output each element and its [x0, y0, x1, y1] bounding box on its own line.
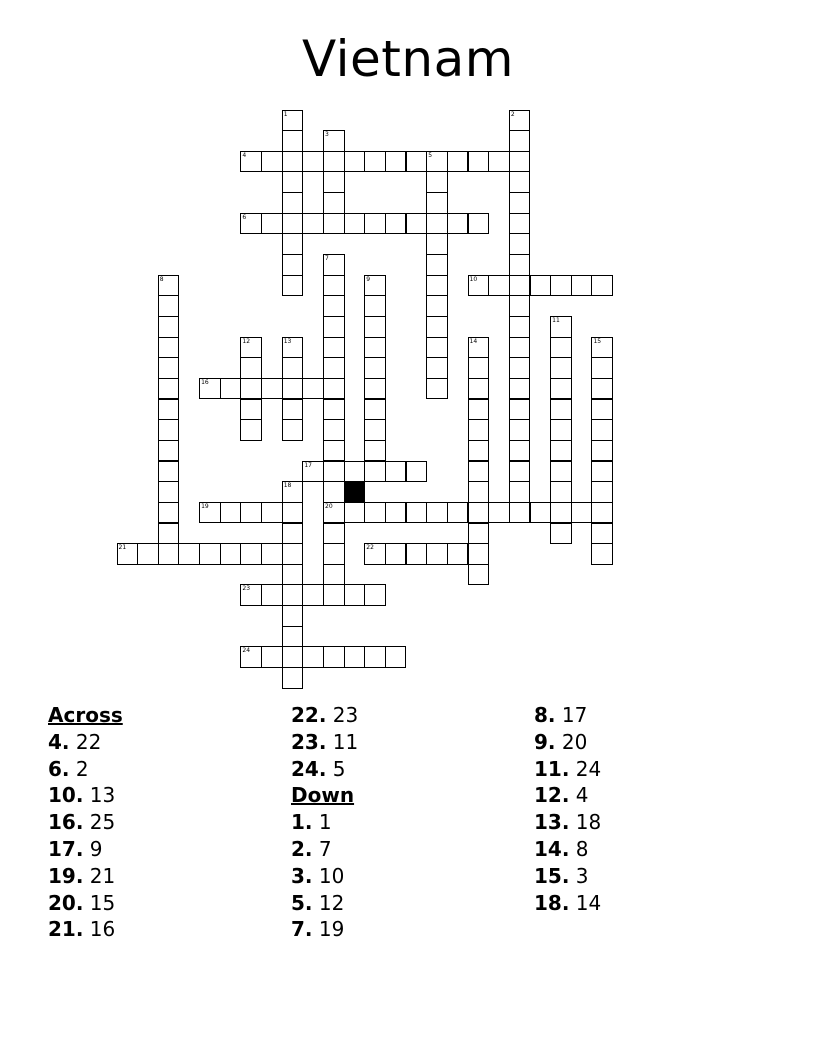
grid-cell[interactable] [323, 254, 345, 276]
grid-cell[interactable] [509, 130, 531, 152]
cell-number: 11 [552, 317, 560, 324]
clue-down-14: 14. 8 [534, 836, 589, 861]
grid-cell[interactable] [364, 399, 386, 421]
clue-column-2 [291, 702, 521, 943]
grid-cell[interactable] [426, 378, 448, 400]
cell-number: 8 [159, 275, 164, 283]
cell-number: 24 [242, 647, 251, 655]
grid-cell[interactable] [550, 523, 572, 545]
grid-cell[interactable] [385, 502, 407, 524]
grid-cell[interactable] [468, 543, 490, 565]
grid-cell[interactable] [199, 543, 221, 565]
grid-cell[interactable] [550, 378, 572, 400]
clue-across-19: 19. 21 [48, 863, 116, 888]
grid-cell[interactable] [509, 192, 531, 214]
grid-cell[interactable] [158, 275, 180, 297]
cell-number: 17 [304, 461, 312, 469]
grid-cell[interactable] [344, 502, 366, 524]
grid-cell[interactable] [240, 337, 262, 359]
grid-cell[interactable] [426, 254, 448, 276]
grid-cell[interactable] [323, 646, 345, 668]
cell-number: 15 [593, 337, 602, 345]
cell-number: 4 [242, 151, 247, 159]
grid-cell[interactable] [302, 646, 324, 668]
grid-cell[interactable] [323, 502, 345, 524]
grid-cell[interactable] [282, 357, 304, 379]
clue-across-21: 21. 16 [48, 917, 116, 942]
grid-cell[interactable] [509, 461, 531, 483]
grid-cell[interactable] [158, 543, 180, 565]
grid-cell[interactable] [282, 254, 304, 276]
clue-down-15: 15. 3 [534, 863, 589, 888]
grid-cell[interactable] [282, 275, 304, 297]
grid-cell[interactable] [282, 419, 304, 441]
grid-cell[interactable] [282, 192, 304, 214]
grid-cell[interactable] [509, 357, 531, 379]
clue-across-23: 23. 11 [291, 729, 359, 754]
grid-cell[interactable] [488, 502, 510, 524]
grid-cell[interactable] [261, 378, 283, 400]
grid-cell[interactable] [468, 357, 490, 379]
cell-number: 1 [283, 110, 288, 118]
grid-cell[interactable] [447, 151, 469, 173]
grid-cell[interactable] [468, 151, 490, 173]
grid-cell[interactable] [282, 481, 304, 503]
grid-cell[interactable] [220, 502, 242, 524]
grid-cell[interactable] [282, 646, 304, 668]
grid-cell[interactable] [323, 399, 345, 421]
grid-cell[interactable] [323, 316, 345, 338]
cell-number: 7 [325, 255, 329, 263]
grid-cell[interactable] [261, 151, 283, 173]
clue-across-24: 24. 5 [291, 756, 346, 781]
grid-cell[interactable] [364, 440, 386, 462]
grid-cell[interactable] [282, 151, 304, 173]
grid-cell[interactable] [364, 357, 386, 379]
grid-cell[interactable] [282, 130, 304, 152]
grid-cell[interactable] [158, 461, 180, 483]
cell-number: 19 [201, 502, 209, 510]
grid-cell[interactable] [509, 295, 531, 317]
grid-cell[interactable] [302, 584, 324, 606]
grid-cell[interactable] [282, 399, 304, 421]
grid-cell[interactable] [282, 523, 304, 545]
grid-cell[interactable] [323, 171, 345, 193]
grid-cell[interactable] [323, 481, 345, 503]
clue-across-10: 10. 13 [48, 783, 116, 808]
grid-cell[interactable] [550, 399, 572, 421]
grid-cell[interactable] [488, 151, 510, 173]
grid-cell[interactable] [240, 378, 262, 400]
grid-cell[interactable] [591, 419, 613, 441]
grid-cell[interactable] [426, 213, 448, 235]
grid-cell[interactable] [468, 337, 490, 359]
puzzle-title: Vietnam [302, 30, 514, 88]
cell-number: 18 [283, 482, 292, 490]
grid-cell[interactable] [426, 337, 448, 359]
grid-cell[interactable] [509, 502, 531, 524]
grid-cell[interactable] [302, 151, 324, 173]
grid-cell[interactable] [240, 584, 262, 606]
grid-cell[interactable] [323, 213, 345, 235]
grid-cell[interactable] [591, 378, 613, 400]
down-heading: Down [291, 783, 355, 808]
grid-cell[interactable] [550, 275, 572, 297]
grid-cell[interactable] [323, 357, 345, 379]
grid-cell[interactable] [509, 151, 531, 173]
grid-cell[interactable] [240, 357, 262, 379]
grid-cell[interactable] [591, 399, 613, 421]
clue-across-4: 4. 22 [48, 729, 102, 754]
grid-cell[interactable] [468, 419, 490, 441]
grid-cell[interactable] [591, 543, 613, 565]
grid-cell[interactable] [550, 316, 572, 338]
grid-cell[interactable] [426, 171, 448, 193]
grid-cell[interactable] [240, 646, 262, 668]
cell-number: 6 [242, 213, 247, 221]
clue-across-20: 20. 15 [48, 890, 116, 915]
grid-cell[interactable] [426, 233, 448, 255]
grid-cell[interactable] [509, 440, 531, 462]
grid-cell[interactable] [591, 523, 613, 545]
grid-cell[interactable] [550, 337, 572, 359]
grid-cell[interactable] [468, 502, 490, 524]
across-heading: Across [48, 703, 123, 727]
grid-cell[interactable] [509, 254, 531, 276]
grid-cell[interactable] [591, 461, 613, 483]
grid-cell[interactable] [426, 357, 448, 379]
grid-cell[interactable] [385, 151, 407, 173]
grid-cell[interactable] [591, 440, 613, 462]
grid-cell[interactable] [550, 481, 572, 503]
grid-cell[interactable] [406, 213, 428, 235]
grid-cell[interactable] [323, 564, 345, 586]
grid-cell[interactable] [426, 316, 448, 338]
grid-cell[interactable] [323, 151, 345, 173]
grid-cell[interactable] [509, 399, 531, 421]
grid-cell[interactable] [406, 543, 428, 565]
grid-cell[interactable] [199, 378, 221, 400]
clue-down-13: 13. 18 [534, 810, 602, 835]
cell-number: 3 [325, 131, 329, 139]
grid-cell[interactable] [468, 440, 490, 462]
grid-cell[interactable] [468, 275, 490, 297]
grid-cell[interactable] [385, 646, 407, 668]
grid-cell[interactable] [344, 584, 366, 606]
grid-cell[interactable] [240, 151, 262, 173]
grid-cell[interactable] [199, 502, 221, 524]
grid-cell[interactable] [282, 110, 304, 132]
grid-cell[interactable] [323, 275, 345, 297]
grid-cell[interactable] [158, 481, 180, 503]
clue-down-12: 12. 4 [534, 783, 589, 808]
grid-cell[interactable] [447, 543, 469, 565]
grid-cell[interactable] [406, 502, 428, 524]
grid-cell[interactable] [323, 378, 345, 400]
grid-cell[interactable] [509, 337, 531, 359]
grid-cell[interactable] [323, 523, 345, 545]
grid-cell[interactable] [550, 357, 572, 379]
grid-cell[interactable] [530, 502, 552, 524]
grid-cell[interactable] [591, 275, 613, 297]
clue-column-3 [534, 702, 764, 916]
grid-cell[interactable] [240, 543, 262, 565]
grid-cell[interactable] [323, 192, 345, 214]
grid-cell[interactable] [364, 543, 386, 565]
grid-cell[interactable] [323, 337, 345, 359]
grid-cell[interactable] [571, 275, 593, 297]
grid-cell[interactable] [261, 502, 283, 524]
cell-number: 5 [428, 151, 433, 159]
grid-cell[interactable] [158, 440, 180, 462]
cell-number: 9 [366, 275, 371, 283]
grid-cell[interactable] [509, 378, 531, 400]
grid-cell[interactable] [364, 419, 386, 441]
cell-number: 16 [201, 378, 209, 386]
grid-cell[interactable] [302, 213, 324, 235]
grid-cell[interactable] [468, 399, 490, 421]
grid-cell[interactable] [468, 564, 490, 586]
grid-cell[interactable] [323, 543, 345, 565]
grid-cell[interactable] [591, 337, 613, 359]
clue-across-17: 17. 9 [48, 836, 103, 861]
grid-cell[interactable] [509, 275, 531, 297]
clue-across-16: 16. 25 [48, 810, 116, 835]
grid-cell[interactable] [240, 419, 262, 441]
grid-cell[interactable] [571, 502, 593, 524]
clue-down-8: 8. 17 [534, 703, 588, 727]
cell-number: 10 [469, 275, 478, 283]
grid-cell[interactable] [509, 316, 531, 338]
grid-cell[interactable] [158, 523, 180, 545]
grid-cell[interactable] [591, 357, 613, 379]
clue-down-11: 11. 24 [534, 756, 602, 781]
grid-cell[interactable] [261, 543, 283, 565]
grid-cell[interactable] [447, 502, 469, 524]
cell-number: 23 [242, 585, 251, 593]
grid-cell[interactable] [282, 502, 304, 524]
grid-cell[interactable] [385, 213, 407, 235]
grid-cell[interactable] [364, 275, 386, 297]
grid-cell[interactable] [364, 378, 386, 400]
grid-cell[interactable] [158, 378, 180, 400]
grid-cell[interactable] [158, 502, 180, 524]
grid-cell[interactable] [117, 543, 139, 565]
grid-cell[interactable] [220, 378, 242, 400]
clue-down-5: 5. 12 [291, 890, 345, 915]
grid-cell[interactable] [137, 543, 159, 565]
grid-cell[interactable] [468, 523, 490, 545]
grid-cell[interactable] [426, 295, 448, 317]
cell-number: 22 [366, 544, 374, 552]
grid-cell[interactable] [261, 584, 283, 606]
grid-cell[interactable] [364, 461, 386, 483]
grid-cell[interactable] [344, 646, 366, 668]
grid-cell[interactable] [364, 151, 386, 173]
grid-cell[interactable] [364, 502, 386, 524]
grid-cell[interactable] [323, 584, 345, 606]
grid-cell[interactable] [426, 543, 448, 565]
grid-cell[interactable] [530, 275, 552, 297]
grid-cell[interactable] [550, 440, 572, 462]
grid-cell[interactable] [364, 584, 386, 606]
grid-cell[interactable] [240, 399, 262, 421]
grid-cell[interactable] [158, 357, 180, 379]
grid-cell[interactable] [468, 461, 490, 483]
grid-cell[interactable] [158, 399, 180, 421]
grid-cell[interactable] [344, 461, 366, 483]
grid-cell[interactable] [302, 378, 324, 400]
grid-cell[interactable] [282, 171, 304, 193]
cell-number: 14 [469, 337, 478, 345]
grid-cell[interactable] [261, 213, 283, 235]
grid-cell[interactable] [302, 461, 324, 483]
grid-cell[interactable] [323, 419, 345, 441]
grid-cell[interactable] [323, 461, 345, 483]
grid-cell[interactable] [426, 275, 448, 297]
grid-cell[interactable] [261, 646, 283, 668]
grid-cell[interactable] [550, 419, 572, 441]
grid-cell[interactable] [282, 626, 304, 648]
grid-cell[interactable] [344, 151, 366, 173]
grid-cell[interactable] [220, 543, 242, 565]
grid-cell[interactable] [488, 275, 510, 297]
grid-cell[interactable] [323, 130, 345, 152]
grid-cell[interactable] [240, 502, 262, 524]
grid-cell[interactable] [158, 316, 180, 338]
grid-cell[interactable] [406, 461, 428, 483]
grid-cell[interactable] [591, 502, 613, 524]
grid-cell[interactable] [364, 646, 386, 668]
grid-cell[interactable] [282, 337, 304, 359]
clue-column-1 [48, 702, 278, 943]
grid-cell[interactable] [509, 233, 531, 255]
grid-cell[interactable] [509, 419, 531, 441]
cell-number: 21 [118, 544, 127, 552]
grid-cell[interactable] [364, 316, 386, 338]
clue-down-18: 18. 14 [534, 890, 602, 915]
clue-down-1: 1. 1 [291, 810, 332, 835]
grid-cell[interactable] [468, 213, 490, 235]
grid-cell[interactable] [282, 543, 304, 565]
grid-cell[interactable] [158, 337, 180, 359]
grid-cell[interactable] [158, 419, 180, 441]
grid-cell[interactable] [426, 192, 448, 214]
grid-cell[interactable] [468, 481, 490, 503]
grid-cell[interactable] [282, 584, 304, 606]
grid-cell[interactable] [406, 151, 428, 173]
cell-number: 2 [510, 110, 515, 118]
grid-cell[interactable] [282, 233, 304, 255]
grid-cell[interactable] [447, 213, 469, 235]
grid-cell[interactable] [344, 213, 366, 235]
grid-cell[interactable] [468, 378, 490, 400]
black-cell [344, 481, 366, 503]
grid-cell[interactable] [158, 295, 180, 317]
grid-cell[interactable] [323, 295, 345, 317]
grid-cell[interactable] [426, 151, 448, 173]
grid-cell[interactable] [509, 213, 531, 235]
grid-cell[interactable] [282, 213, 304, 235]
grid-cell[interactable] [178, 543, 200, 565]
grid-cell[interactable] [282, 667, 304, 689]
grid-cell[interactable] [385, 543, 407, 565]
clue-down-3: 3. 10 [291, 863, 345, 888]
grid-cell[interactable] [364, 295, 386, 317]
cell-number: 20 [325, 502, 333, 510]
grid-cell[interactable] [240, 213, 262, 235]
grid-cell[interactable] [509, 171, 531, 193]
grid-cell[interactable] [426, 502, 448, 524]
grid-cell[interactable] [364, 213, 386, 235]
grid-cell[interactable] [509, 481, 531, 503]
grid-cell[interactable] [550, 461, 572, 483]
grid-cell[interactable] [550, 502, 572, 524]
grid-cell[interactable] [385, 461, 407, 483]
cell-number: 12 [242, 337, 251, 345]
grid-cell[interactable] [591, 481, 613, 503]
clue-down-2: 2. 7 [291, 836, 332, 861]
cell-number: 13 [283, 337, 292, 345]
clue-across-22: 22. 23 [291, 703, 359, 727]
clue-across-6: 6. 2 [48, 756, 89, 781]
grid-cell[interactable] [282, 564, 304, 586]
clue-down-9: 9. 20 [534, 729, 588, 754]
grid-cell[interactable] [282, 605, 304, 627]
grid-cell[interactable] [509, 110, 531, 132]
grid-cell[interactable] [364, 337, 386, 359]
clue-down-7: 7. 19 [291, 917, 345, 942]
grid-cell[interactable] [282, 378, 304, 400]
grid-cell[interactable] [323, 440, 345, 462]
